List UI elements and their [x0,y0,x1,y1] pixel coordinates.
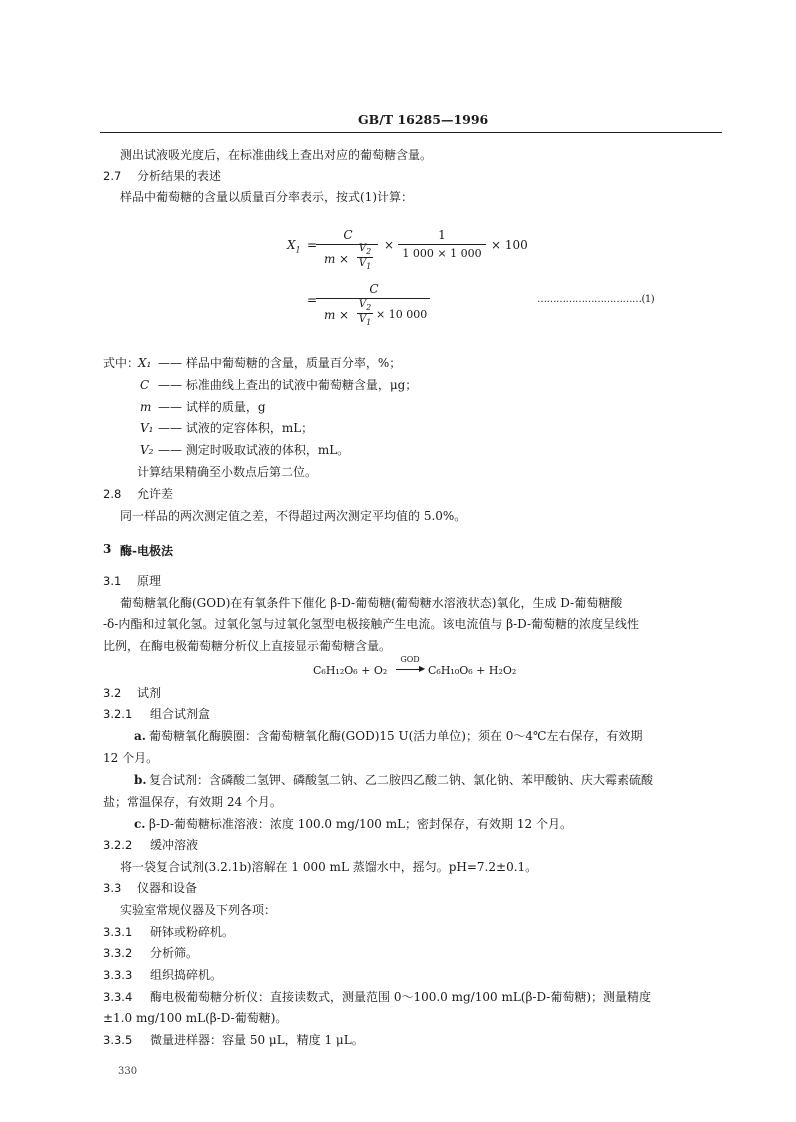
list-text: 组织捣碎机。 [150,968,223,982]
formula-v2: $V_2$ [358,243,372,256]
formula-one: 1 [438,228,446,242]
section-title: 原理 [137,574,162,588]
section-number: 3.2 [103,686,122,700]
list-text: 12 个月。 [103,751,159,765]
formula-v1: $V_1$ [358,314,372,327]
section-number: 3 [103,542,112,556]
section-title: 酶-电极法 [120,544,173,558]
legend-symbol: X₁ [138,356,152,370]
legend-desc: —— 样品中葡萄糖的含量，质量百分率，%； [158,356,402,370]
formula-times: × [339,252,350,266]
legend-symbol: m [140,400,152,414]
formula-times: × [339,308,350,322]
legend-symbol: V₁ [140,421,154,435]
section-number: 3.3.5 [103,1033,133,1047]
section-title: 仪器和设备 [137,881,198,895]
list-label: b. [134,773,147,787]
section-number: 3.2.2 [103,838,133,852]
list-text: 葡萄糖氧化酶膜圈：含葡萄糖氧化酶(GOD)15 U(活力单位)；须在 0～4℃左右保存，有效期 [149,729,643,743]
section-number: 3.1 [103,574,122,588]
formula-numerator-c: C [343,228,353,242]
fraction-bar [316,298,430,299]
section-title: 允许差 [137,487,174,501]
list-text: ±1.0 mg/100 mL(β-D-葡萄糖)。 [103,1011,288,1025]
list-text: 分析筛。 [150,946,199,960]
formula-equals: = [307,293,318,307]
section-number: 3.2.1 [103,707,133,721]
list-text: 酶电极葡萄糖分析仪：直接读数式，测量范围 0～100.0 mg/100 mL(β-D-葡萄糖)；测量精度 [150,990,652,1004]
formula-m: m [324,308,336,322]
list-label: a. [134,729,146,743]
paragraph: 实验室常规仪器及下列各项： [120,903,277,917]
formula-v1: $V_1$ [358,258,372,271]
paragraph-line: -δ-内酯和过氧化氢。过氧化氢与过氧化氢型电极接触产生电流。该电流值与 β-D-葡萄糖的浓度呈线性 [103,617,640,631]
reaction-reactants: C₆H₁₂O₆ + O₂ [313,664,388,677]
paragraph-line: 比例，在酶电极葡萄糖分析仪上直接显示葡萄糖含量。 [103,639,392,653]
section-number: 3.3.1 [103,925,133,939]
formula-denominator: 1 000 × 1 000 [402,247,482,260]
paragraph: 计算结果精确至小数点后第二位。 [137,465,318,479]
legend-desc: —— 标准曲线上查出的试液中葡萄糖含量，μg； [158,378,418,392]
list-label: c. [134,817,146,831]
paragraph: 同一样品的两次测定值之差，不得超过两次测定平均值的 5.0%。 [120,509,467,523]
paragraph: 测出试液吸光度后，在标准曲线上查出对应的葡萄糖含量。 [120,148,433,162]
section-title: 分析结果的表述 [137,169,222,183]
formula-equals: = [307,238,318,252]
list-text: 盐；常温保存，有效期 24 个月。 [103,795,282,809]
section-number: 3.3.3 [103,968,133,982]
section-title: 缓冲溶液 [150,838,199,852]
paragraph: 将一袋复合试剂(3.2.1b)溶解在 1 000 mL 蒸馏水中，摇匀。pH=7.2±0.1。 [120,860,538,874]
legend-intro: 式中： [103,356,140,370]
page-number: 330 [118,1066,138,1077]
formula-v2: $V_2$ [358,299,372,312]
reaction-catalyst: GOD [400,655,420,664]
formula-hundred: × 100 [491,238,528,252]
section-number: 3.3.4 [103,990,133,1004]
formula-ten-thousand: × 10 000 [376,308,428,321]
equation-number: ……………………………(1) [537,294,655,305]
paragraph: 样品中葡萄糖的含量以质量百分率表示，按式(1)计算： [120,190,414,204]
header-rule [100,132,722,133]
formula-times: × [384,238,395,252]
paragraph-line: 葡萄糖氧化酶(GOD)在有氧条件下催化 β-D-葡萄糖(葡萄糖水溶液状态)氧化，生成 D-葡萄糖酸 [120,596,623,610]
reaction-products: C₆H₁₀O₆ + H₂O₂ [428,664,517,677]
section-number: 2.7 [103,169,122,183]
formula-lhs: $X_1$ [287,238,301,255]
formula-numerator-c: C [369,282,379,296]
fraction-bar [398,244,486,245]
list-text: 微量进样器：容量 50 μL，精度 1 μL。 [150,1033,364,1047]
formula-m: m [324,252,336,266]
arrow-head-icon: ▶ [419,664,426,673]
section-number: 3.3 [103,881,122,895]
list-text: 研钵或粉碎机。 [150,925,235,939]
list-text: 复合试剂：含磷酸二氢钾、磷酸氢二钠、乙二胺四乙酸二钠、氯化钠、苯甲酸钠、庆大霉素硫酸 [149,773,654,787]
section-title: 试剂 [137,686,162,700]
legend-symbol: V₂ [140,443,154,457]
legend-desc: —— 测定时吸取试液的体积，mL。 [158,443,350,457]
legend-desc: —— 试样的质量，g [158,400,266,414]
section-number: 3.3.2 [103,946,133,960]
section-title: 组合试剂盒 [150,707,211,721]
legend-symbol: C [140,378,150,392]
section-number: 2.8 [103,487,122,501]
page-header-title: GB/T 16285—1996 [358,112,489,127]
legend-desc: —— 试液的定容体积，mL； [158,421,314,435]
list-text: β-D-葡萄糖标准溶液：浓度 100.0 mg/100 mL；密封保存，有效期 12 个月。 [149,817,572,831]
